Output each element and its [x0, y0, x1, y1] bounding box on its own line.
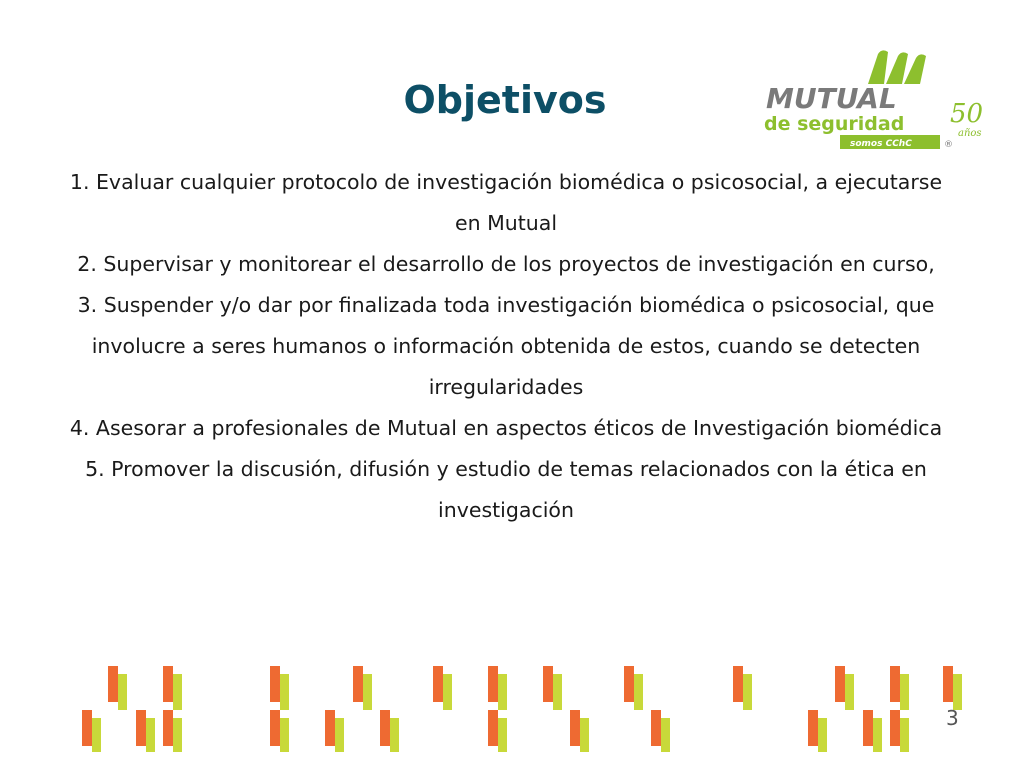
- logo-subtagline: somos CChC: [850, 139, 912, 149]
- stripe-lime: [146, 718, 155, 752]
- stripe-lime: [335, 718, 344, 752]
- slide-title: Objetivos: [403, 78, 607, 122]
- stripe-orange: [570, 710, 580, 746]
- stripe-orange: [433, 666, 443, 702]
- stripe-lime: [818, 718, 827, 752]
- stripe-lime: [873, 718, 882, 752]
- stripe-orange: [835, 666, 845, 702]
- stripe-lime: [390, 718, 399, 752]
- stripe-orange: [624, 666, 634, 702]
- stripe-orange: [108, 666, 118, 702]
- stripe-lime: [363, 674, 372, 710]
- stripe-orange: [380, 710, 390, 746]
- stripe-orange: [488, 666, 498, 702]
- stripe-lime: [118, 674, 127, 710]
- stripe-lime: [280, 674, 289, 710]
- stripe-lime: [634, 674, 643, 710]
- page-number: 3: [946, 706, 959, 730]
- stripe-orange: [863, 710, 873, 746]
- objective-item: 4. Asesorar a profesionales de Mutual en aspectos éticos de Investigación biomédica: [69, 416, 943, 440]
- logo-registered: ®: [944, 140, 953, 150]
- stripe-lime: [173, 674, 182, 710]
- stripe-lime: [900, 674, 909, 710]
- stripe-lime: [280, 718, 289, 752]
- mutual-de-seguridad-logo: [760, 44, 986, 156]
- stripe-lime: [498, 718, 507, 752]
- logo-wordmark: MUTUAL: [766, 82, 897, 115]
- logo-leaf-shape: [904, 54, 926, 84]
- objective-item: 2. Supervisar y monitorear el desarrollo de los proyectos de investigación en curso,: [77, 252, 935, 276]
- stripe-lime: [743, 674, 752, 710]
- stripe-lime: [661, 718, 670, 752]
- decorative-stripes: [0, 660, 1024, 752]
- stripe-orange: [890, 710, 900, 746]
- stripe-orange: [543, 666, 553, 702]
- stripe-orange: [136, 710, 146, 746]
- stripe-orange: [82, 710, 92, 746]
- stripe-orange: [890, 666, 900, 702]
- stripe-orange: [163, 666, 173, 702]
- stripe-lime: [580, 718, 589, 752]
- stripe-orange: [353, 666, 363, 702]
- stripe-lime: [953, 674, 962, 710]
- logo-anniversary-number: 50: [950, 99, 984, 129]
- stripe-orange: [651, 710, 661, 746]
- stripe-orange: [270, 666, 280, 702]
- objective-item: 5. Promover la discusión, difusión y estudio de temas relacionados con la ética en investigación: [85, 457, 927, 522]
- stripe-orange: [943, 666, 953, 702]
- logo-tagline: de seguridad: [764, 113, 905, 135]
- stripe-lime: [498, 674, 507, 710]
- stripe-orange: [325, 710, 335, 746]
- logo-leaf-shape: [886, 52, 908, 84]
- stripe-orange: [270, 710, 280, 746]
- stripe-lime: [900, 718, 909, 752]
- stripe-lime: [553, 674, 562, 710]
- stripe-lime: [173, 718, 182, 752]
- objective-item: 3. Suspender y/o dar por finalizada toda investigación biomédica o psicosocial, que involucre a seres humanos o información obtenida de estos, cuando se detecten irregularidades: [77, 293, 935, 399]
- stripe-lime: [92, 718, 101, 752]
- stripe-lime: [845, 674, 854, 710]
- objective-item: 1. Evaluar cualquier protocolo de investigación biomédica o psicosocial, a ejecutarse en Mutual: [69, 170, 943, 235]
- stripe-orange: [733, 666, 743, 702]
- logo-leaf-shape: [868, 50, 888, 84]
- stripe-lime: [443, 674, 452, 710]
- stripe-orange: [488, 710, 498, 746]
- objectives-list: [60, 162, 952, 531]
- stripe-orange: [808, 710, 818, 746]
- stripe-orange: [163, 710, 173, 746]
- logo-anniversary-word: años: [958, 128, 982, 139]
